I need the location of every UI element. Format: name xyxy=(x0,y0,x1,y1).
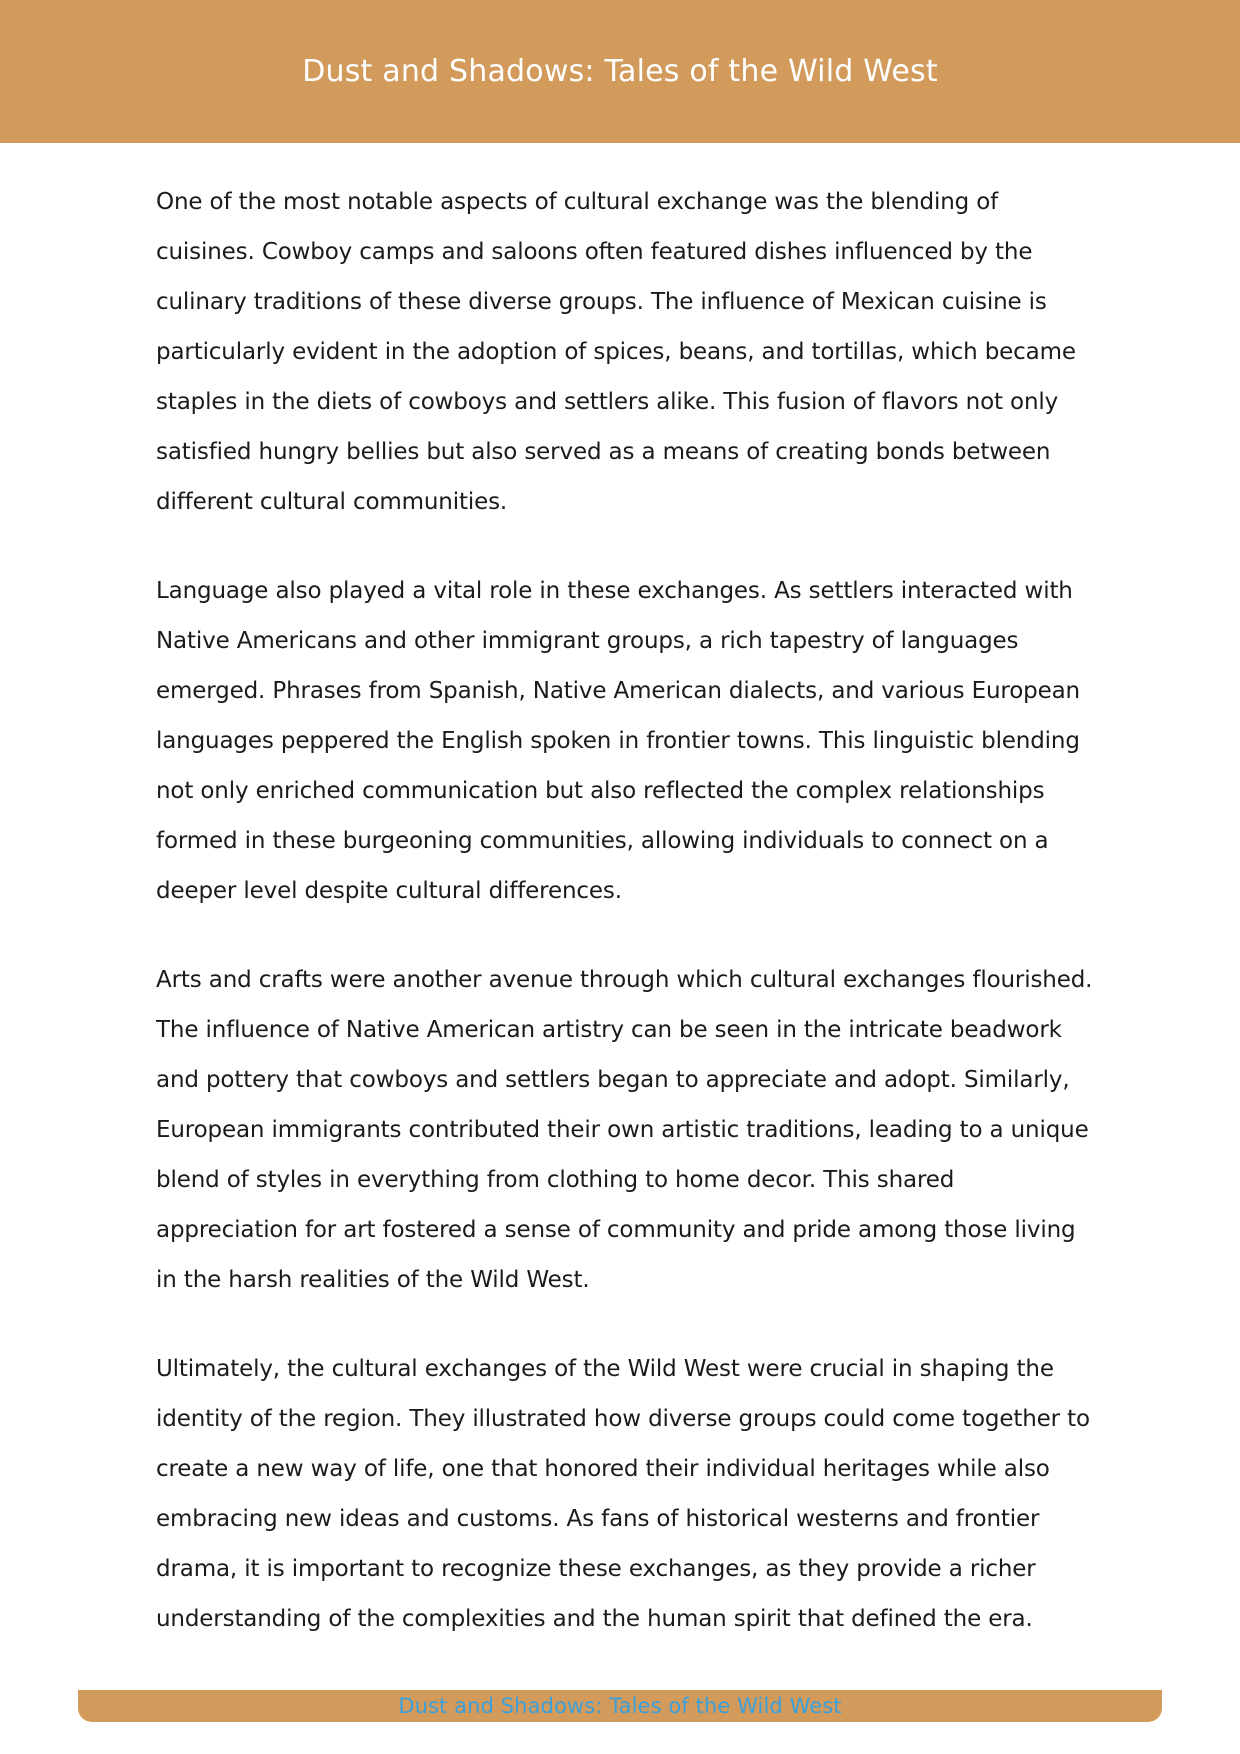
document-body xyxy=(156,177,1096,1683)
paragraph-arts-crafts: Arts and crafts were another avenue through which cultural exchanges flourished. The influence of Native American artistry can be seen in the intricate beadwork and pottery that cowboys and settlers began to appreciate and adopt. Similarly, European immigrants contributed their own artistic traditions, leading to a unique blend of styles in everything from clothing to home decor. This shared appreciation for art fostered a sense of community and pride among those living in the harsh realities of the Wild West. xyxy=(156,967,1093,1293)
page-footer xyxy=(78,1690,1162,1722)
paragraph-language: Language also played a vital role in these exchanges. As settlers interacted with Native Americans and other immigrant groups, a rich tapestry of languages emerged. Phrases from Spanish, Native American dialects, and various European languages peppered the English spoken in frontier towns. This linguistic blending not only enriched communication but also reflected the complex relationships formed in these burgeoning communities, allowing individuals to connect on a deeper level despite cultural differences. xyxy=(156,578,1080,904)
paragraph-conclusion: Ultimately, the cultural exchanges of the Wild West were crucial in shaping the identity of the region. They illustrated how diverse groups could come together to create a new way of life, one that honored their individual heritages while also embracing new ideas and customs. As fans of historical westerns and frontier drama, it is important to recognize these exchanges, as they provide a richer understanding of the complexities and the human spirit that defined the era. xyxy=(156,1356,1090,1632)
header-title: Dust and Shadows: Tales of the Wild West xyxy=(302,53,938,89)
page-header xyxy=(0,0,1240,143)
paragraph-cuisine: One of the most notable aspects of cultural exchange was the blending of cuisines. Cowboy camps and saloons often featured dishes influenced by the culinary traditions of these diverse groups. The influence of Mexican cuisine is particularly evident in the adoption of spices, beans, and tortillas, which became staples in the diets of cowboys and settlers alike. This fusion of flavors not only satisfied hungry bellies but also served as a means of creating bonds between different cultural communities. xyxy=(156,189,1076,515)
footer-title: Dust and Shadows: Tales of the Wild West xyxy=(398,1694,842,1718)
